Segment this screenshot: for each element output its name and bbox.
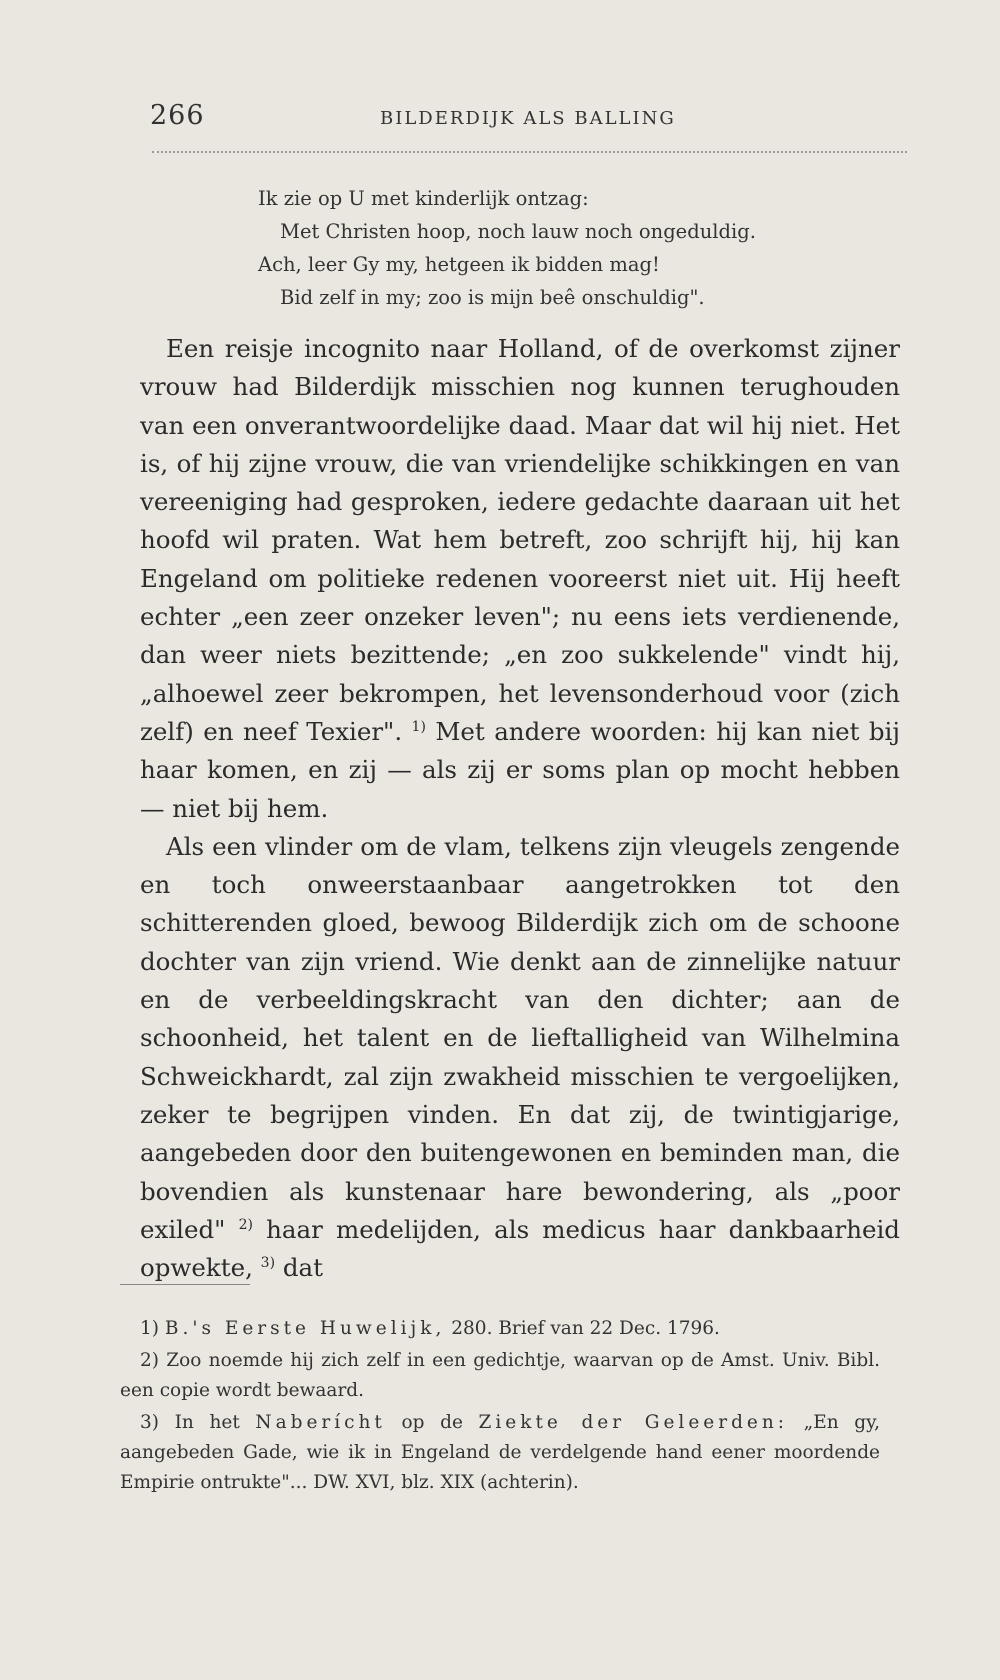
poem-line: Ik zie op U met kinderlijk ontzag:: [258, 187, 589, 210]
poem-line: Bid zelf in my; zoo is mijn beê onschuldig".: [280, 286, 705, 309]
paragraph-text: dat: [275, 1253, 323, 1283]
poem-line: Ach, leer Gy my, hetgeen ik bidden mag!: [258, 253, 660, 276]
running-title: BILDERDIJK ALS BALLING: [380, 108, 676, 129]
footnote-text: In het: [174, 1412, 240, 1433]
footnote-title: B.'s Eerste Huwelijk,: [164, 1318, 446, 1339]
footnote-text: 280. Brief van 22 Dec. 1796.: [445, 1318, 720, 1339]
footnote-ref: 1): [411, 718, 426, 735]
footnote-marker: 1): [140, 1318, 159, 1339]
page-header: [150, 100, 910, 136]
paragraph-text: haar medelijden, als medicus haar dankbaarheid opwekte,: [140, 1214, 900, 1283]
paragraph: [140, 828, 900, 1288]
footnote-marker: 2): [140, 1350, 159, 1371]
paragraph-text: Een reisje incognito naar Holland, of de overkomst zijner vrouw had Bilderdijk misschien nog kunnen terughouden van een onverantwoordelijke daad. Maar dat wil hij niet. Het is, of hij zijne vrouw, die van vriendelijke schikkingen en van vereeniging had gesproken, iedere gedachte daaraan uit het hoofd wil praten. Wat hem betreft, zoo schrijft hij, hij kan Engeland om politieke redenen vooreerst niet uit. Hij heeft echter „een zeer onzeker leven"; nu eens iets verdienende, dan weer niets bezittende; „en zoo sukkelende" vindt hij, „alhoewel zeer bekrompen, het levensonderhoud voor (zich zelf) en neef Texier".: [140, 334, 900, 746]
footnote: [120, 1346, 880, 1406]
paragraph: [140, 330, 900, 828]
header-rule: [152, 145, 907, 153]
footnote-ref: 2): [238, 1216, 253, 1233]
footnote-marker: 3): [140, 1412, 159, 1433]
footnote-text: Zoo noemde hij zich zelf in een gedichtje, waarvan op de Amst. Univ. Bibl. een copie wordt bewaard.: [120, 1350, 880, 1401]
poem-line: Met Christen hoop, noch lauw noch ongeduldig.: [280, 220, 756, 243]
poem-quote: [258, 182, 858, 314]
footnote-title: Ziekte der Geleerden:: [478, 1412, 789, 1433]
footnote-rule: [120, 1284, 250, 1285]
footnotes: [120, 1314, 880, 1500]
footnote: [120, 1314, 880, 1344]
footnote-text: „En gy, aangebeden Gade, wie ik in Engeland de verdelgende hand eener moordende Empirie ontrukte"... DW. XVI, blz. XIX (achterin).: [120, 1412, 880, 1493]
page-number: 266: [150, 100, 205, 131]
body-text: [140, 330, 900, 1287]
footnote-title: Naberícht: [255, 1412, 386, 1433]
paragraph-text: Als een vlinder om de vlam, telkens zijn vleugels zengende en toch onweerstaanbaar aangetrokken tot den schitterenden gloed, bewoog Bilderdijk zich om de schoone dochter van zijn vriend. Wie denkt aan de zinnelijke natuur en de verbeeldingskracht van den dichter; aan de schoonheid, het talent en de lieftalligheid van Wilhelmina Schweickhardt, zal zijn zwakheid misschien te vergoelijken, zeker te begrijpen vinden. En dat zij, de twintigjarige, aangebeden door den buitengewonen en beminden man, die bovendien als kunstenaar hare bewondering, als „poor exiled": [140, 831, 900, 1244]
footnote-text: op de: [401, 1412, 463, 1433]
paragraph-text: Met andere woorden: hij kan niet bij haar komen, en zij — als zij er soms plan op mocht hebben — niet bij hem.: [140, 716, 900, 823]
footnote-ref: 3): [260, 1254, 276, 1271]
footnote: [120, 1408, 880, 1498]
